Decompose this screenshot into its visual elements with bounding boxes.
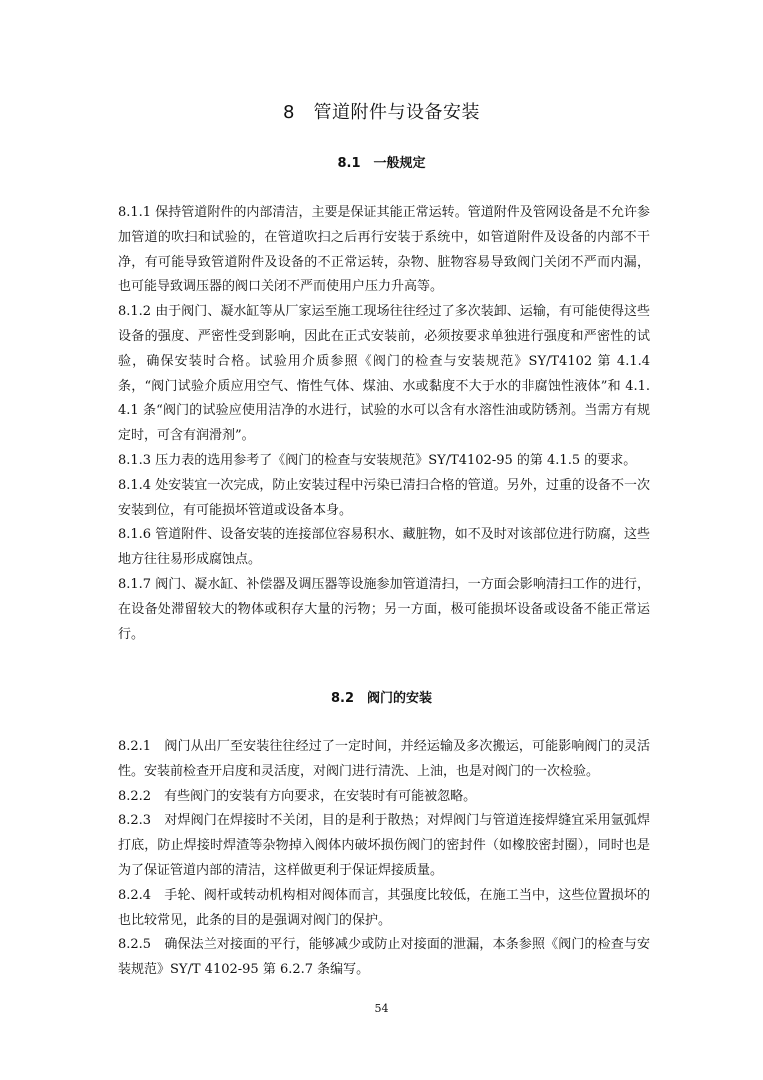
paragraph-8-2-3: 8.2.3 对焊阀门在焊接时不关闭，目的是利于散热；对焊阀门与管道连接焊缝宜采用氩弧焊打底，防止焊接时焊渣等杂物掉入阀体内破坏损伤阀门的密封件（如橡胶密封圈），同时也是为了保证管道内部的清洁，这样做更利于保证焊接质量。 bbox=[118, 813, 650, 878]
paragraph-8-1-1: 8.1.1 保持管道附件的内部清洁，主要是保证其能正常运转。管道附件及管网设备是不允许参加管道的吹扫和试验的，在管道吹扫之后再行安装于系统中，如管道附件及设备的内部不干净，有可能导致管道附件及设备的不正常运转，杂物、脏物容易导致阀门关闭不严而内漏，也可能导致调压器的阀口关闭不严而使用户压力升高等。 bbox=[118, 205, 650, 295]
paragraph-8-1-2: 8.1.2 由于阀门、凝水缸等从厂家运至施工现场往往经过了多次装卸、运输，有可能使得这些设备的强度、严密性受到影响，因此在正式安装前，必须按要求单独进行强度和严密性的试验，确保安装时合格。试验用介质参照《阀门的检查与安装规范》SY/T4102 第 4.1.4 条，“阀门试验介质应用空气、惰性气体、煤油、水或黏度不大于水的非腐蚀性液体”和 4.1.4.1 条“阀门的试验应使用洁净的水进行，试验的水可以含有水溶性油或防锈剂。当需方有规定时，可含有润滑剂”。 bbox=[118, 304, 650, 444]
section-body-8-1 bbox=[118, 201, 650, 647]
section-body-8-2 bbox=[118, 735, 650, 983]
chapter-title: 8 管道附件与设备安装 bbox=[283, 102, 480, 123]
paragraph-8-2-2: 8.2.2 有些阀门的安装有方向要求，在安装时有可能被忽略。 bbox=[118, 788, 477, 804]
paragraph-8-1-3: 8.1.3 压力表的选用参考了《阀门的检查与安装规范》SY/T4102-95 的第 4.1.5 的要求。 bbox=[118, 452, 637, 468]
page-number: 54 bbox=[374, 1002, 389, 1015]
paragraph-8-2-5: 8.2.5 确保法兰对接面的平行，能够减少或防止对接面的泄漏，本条参照《阀门的检查与安装规范》SY/T 4102-95 第 6.2.7 条编写。 bbox=[118, 937, 650, 978]
section-title-8-1: 8.1 一般规定 bbox=[337, 156, 426, 171]
paragraph-8-1-7: 8.1.7 阀门、凝水缸、补偿器及调压器等设施参加管道清扫，一方面会影响清扫工作的进行，在设备处滞留较大的物体或积存大量的污物；另一方面，极可能损坏设备或设备不能正常运行。 bbox=[118, 576, 650, 642]
section-title-8-2: 8.2 阀门的安装 bbox=[330, 691, 433, 706]
paragraph-8-1-6: 8.1.6 管道附件、设备安装的连接部位容易积水、藏脏物，如不及时对该部位进行防腐，这些地方往往易形成腐蚀点。 bbox=[118, 527, 650, 568]
paragraph-8-2-1: 8.2.1 阀门从出厂至安装往往经过了一定时间，并经运输及多次搬运，可能影响阀门的灵活性。安装前检查开启度和灵活度，对阀门进行清洗、上油，也是对阀门的一次检验。 bbox=[118, 739, 650, 779]
paragraph-8-2-4: 8.2.4 手轮、阀杆或转动机构相对阀体而言，其强度比较低，在施工当中，这些位置损坏的也比较常见，此条的目的是强调对阀门的保护。 bbox=[118, 887, 650, 928]
paragraph-8-1-4: 8.1.4 处安装宜一次完成，防止安装过程中污染已清扫合格的管道。另外，过重的设备不一次安装到位，有可能损坏管道或设备本身。 bbox=[118, 477, 650, 518]
